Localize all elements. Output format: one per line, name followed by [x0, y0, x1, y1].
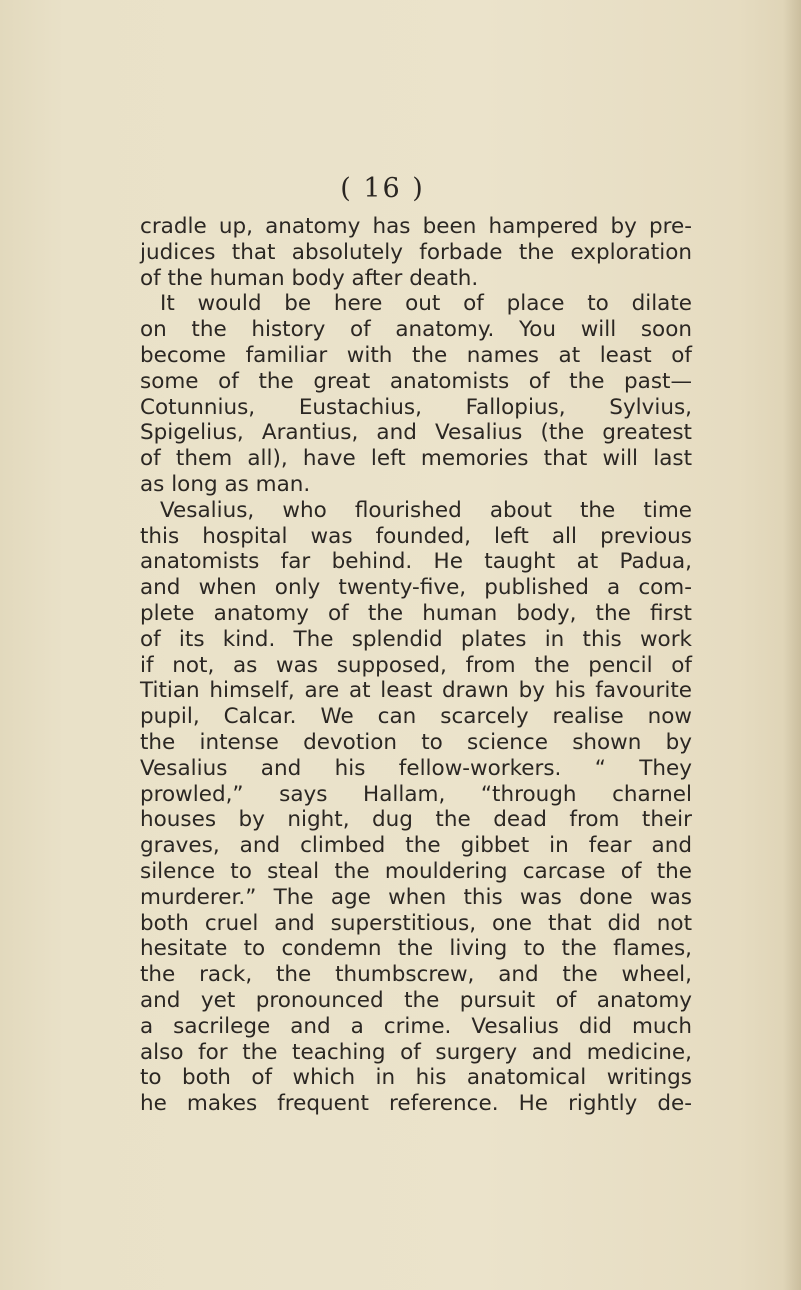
text-line: the rack, the thumbscrew, and the wheel,: [140, 962, 692, 988]
text-line: silence to steal the mouldering carcase of the: [140, 858, 692, 884]
text-line: Cotunnius, Eustachius, Fallopius, Sylvius,: [140, 394, 692, 420]
text-line: plete anatomy of the human body, the first: [140, 600, 692, 626]
text-line: he makes frequent reference. He rightly de-: [140, 1091, 692, 1117]
text-line: the intense devotion to science shown by: [140, 729, 692, 755]
text-line: Vesalius, who flourished about the time: [160, 497, 692, 523]
text-line: some of the great anatomists of the past—: [140, 368, 692, 394]
text-line: judices that absolutely forbade the exploration: [140, 239, 692, 265]
text-line: pupil, Calcar. We can scarcely realise now: [140, 704, 692, 730]
text-line: graves, and climbed the gibbet in fear and: [140, 833, 692, 859]
text-line: become familiar with the names at least of: [140, 342, 692, 368]
text-line: hesitate to condemn the living to the flames,: [140, 936, 692, 962]
text-line: and when only twenty-five, published a com-: [140, 575, 692, 601]
text-line: prowled,” says Hallam, “through charnel: [140, 781, 692, 807]
text-line: Spigelius, Arantius, and Vesalius (the greatest: [140, 420, 692, 446]
text-line: on the history of anatomy. You will soon: [140, 317, 692, 343]
text-line: Vesalius and his fellow-workers. “ They: [140, 755, 692, 781]
text-line: It would be here out of place to dilate: [160, 291, 692, 317]
text-line: of the human body after death.: [140, 265, 479, 291]
text-line: if not, as was supposed, from the pencil of: [140, 652, 692, 678]
page-number: ( 16 ): [340, 173, 425, 204]
text-line: to both of which in his anatomical writings: [140, 1065, 692, 1091]
text-line: as long as man.: [140, 471, 311, 497]
body-text: [140, 214, 692, 1117]
text-line: Titian himself, are at least drawn by his favourite: [140, 678, 692, 704]
text-line: cradle up, anatomy has been hampered by pre-: [140, 214, 692, 239]
text-line: anatomists far behind. He taught at Padua,: [140, 549, 692, 575]
text-line: this hospital was founded, left all previous: [140, 523, 692, 549]
text-line: both cruel and superstitious, one that did not: [140, 910, 692, 936]
page-edge-shadow: [783, 0, 801, 1290]
text-line: also for the teaching of surgery and medicine,: [140, 1039, 692, 1065]
text-line: murderer.” The age when this was done was: [140, 884, 692, 910]
text-line: a sacrilege and a crime. Vesalius did much: [140, 1013, 692, 1039]
text-line: of them all), have left memories that will last: [140, 446, 692, 472]
text-line: of its kind. The splendid plates in this work: [140, 626, 692, 652]
text-line: houses by night, dug the dead from their: [140, 807, 692, 833]
text-line: and yet pronounced the pursuit of anatomy: [140, 987, 692, 1013]
